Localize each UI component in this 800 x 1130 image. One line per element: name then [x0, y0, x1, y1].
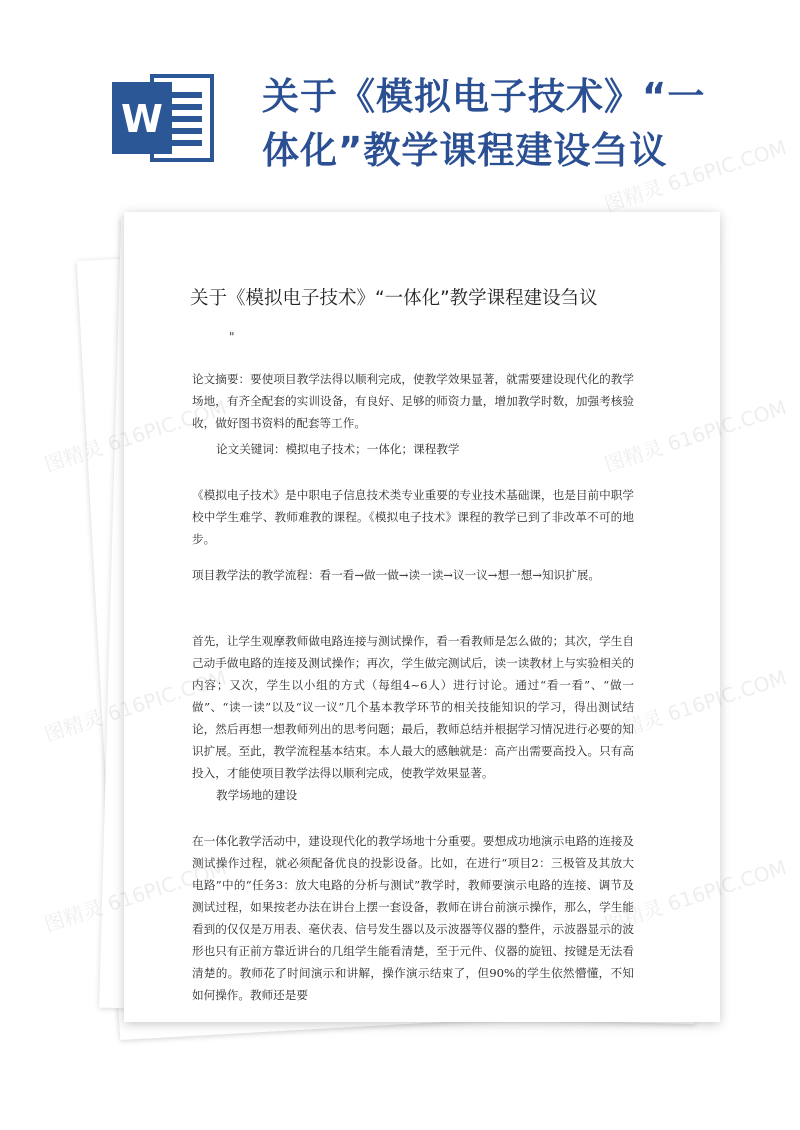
paragraph-intro: 《模拟电子技术》是中职电子信息技术类专业重要的专业技术基础课，也是目前中职学校中学生难学、教师难教的课程。《模拟电子技术》课程的教学已到了非改革不可的地步。: [192, 488, 634, 546]
document-page: [124, 212, 720, 1022]
watermark: 图精灵: [41, 705, 106, 747]
section-heading: 教学场地的建设: [216, 788, 298, 802]
word-document-icon: [112, 70, 216, 166]
paragraph-site: 在一体化教学活动中，建设现代化的教学场地十分重要。要想成功地演示电路的连接及测试操作过程，就必须配备优良的投影设备。比如，在进行“项目2：三极管及其放大电路”中的“任务3：放大电路的分析与测试”教学时，教师要演示电路的连接、调节及测试过程，如果按老办法在讲台上摆一套设备，教师在讲台前演示操作，那么，学生能看到的仅仅是万用表、毫伏表、信号发生器以及示波器等仪器的整件，示波器显示的波形也只有正前方靠近讲台的几组学生能看清楚，至于元件、仪器的旋钮、按键是无法看清楚的。教师花了时间演示和讲解，操作演示结束了，但90%的学生依然懵懂，不知如何操作。教师还是要: [192, 834, 634, 1002]
word-icon-letter: W: [121, 97, 163, 141]
watermark: 616PIC.COM: [664, 665, 790, 727]
paragraph-abstract: 论文摘要：要使项目教学法得以顺利完成，使教学效果显著，就需要建设现代化的教学场地，有齐全配套的实训设备，有良好、足够的师资力量，增加教学时数，加强考核验收，做好图书资料的配套等工作。: [192, 372, 634, 430]
paragraph-keywords: 论文关键词：模拟电子技术；一体化；课程教学: [216, 442, 460, 456]
paragraph-steps: 首先，让学生观摩教师做电路连接与测试操作，看一看教师是怎么做的；其次，学生自己动手做电路的连接及测试操作；再次，学生做完测试后，读一读教材上与实验相关的内容；又次，学生以小组的方式（每组4~6人）进行讨论。通过“看一看”、“做一做”、“读一读”以及“议一议”几个基本教学环节的相关技能知识的学习，得出测试结论，然后再想一想教师列出的思考问题；最后，教师总结并根据学习情况进行必要的知识扩展。至此，教学流程基本结束。本人最大的感触就是：高产出需要高投入。只有高投入，才能使项目教学法得以顺利完成，使教学效果显著。: [192, 634, 634, 780]
watermark: 616PIC.COM: [664, 395, 790, 457]
paragraph-flow: 项目教学法的教学流程：看一看→做一做→读一读→议一议→想一想→知识扩展。: [192, 568, 600, 582]
document-mark: ": [229, 330, 235, 344]
document-title: 关于《模拟电子技术》“一体化”教学课程建设刍议: [190, 288, 598, 309]
header-banner: [0, 0, 800, 190]
watermark: 图精灵: [41, 435, 106, 477]
banner-title: 关于《模拟电子技术》“一体化”教学课程建设刍议: [262, 75, 706, 172]
watermark: 616PIC.COM: [664, 855, 790, 917]
watermark: 图精灵: [41, 895, 106, 937]
